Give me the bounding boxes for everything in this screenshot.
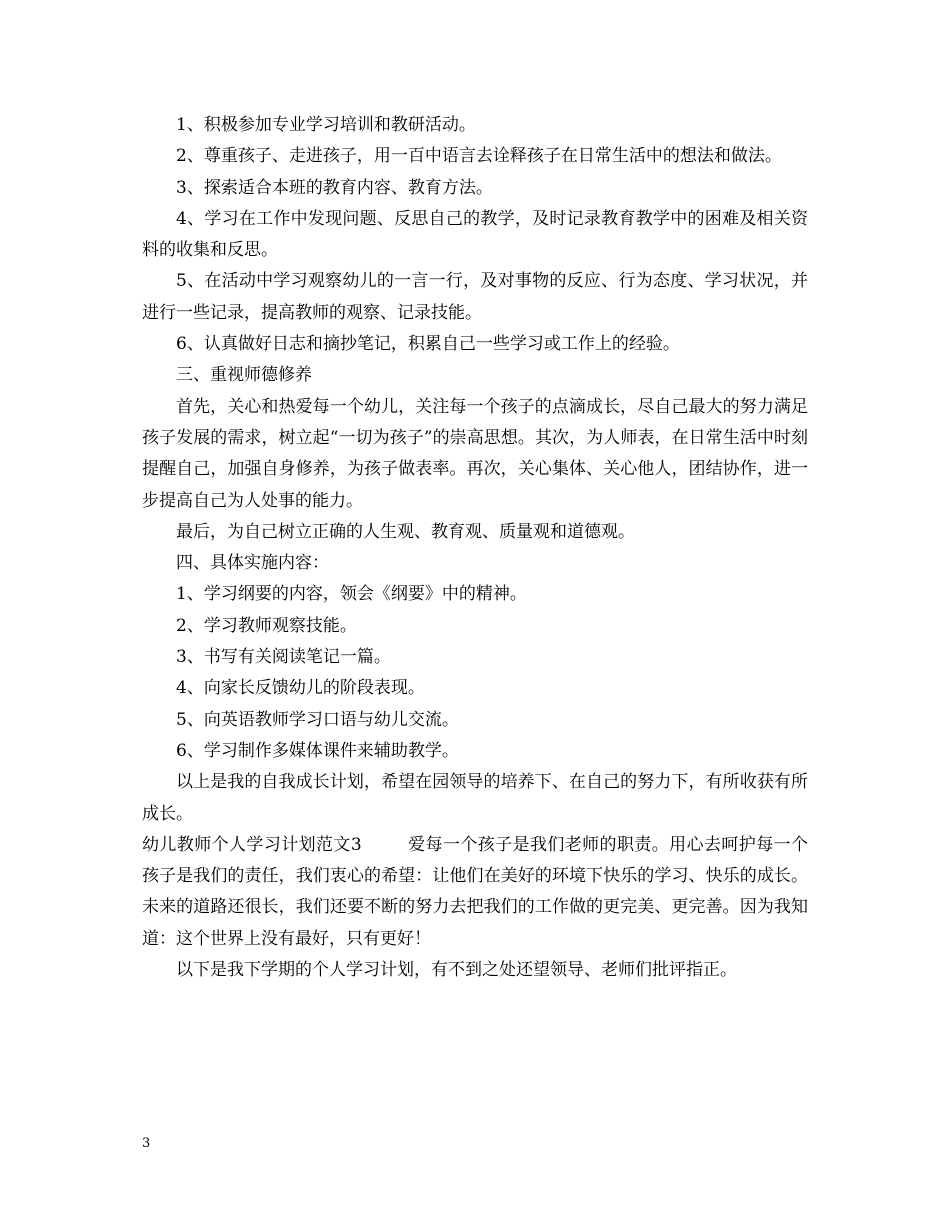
sample-section-title: 幼儿教师个人学习计划范文3	[142, 834, 362, 855]
paragraph: 以上是我的自我成长计划，希望在园领导的培养下、在自己的努力下，有所收获有所成长。	[142, 772, 808, 824]
section-heading-implementation: 四、具体实施内容：	[176, 553, 329, 574]
section-heading-morality: 三、重视师德修养	[176, 365, 312, 386]
paragraph: 首先，关心和热爱每一个幼儿，关注每一个孩子的点滴成长，尽自己最大的努力满足孩子发展的需求，树立起“一切为孩子”的崇高思想。其次，为人师表，在日常生活中时刻提醒自己，加强自身修养，为孩子做表率。再次，关心集体、关心他人，团结协作，进一步提高自己为人处事的能力。	[142, 396, 808, 511]
list-item: 6、学习制作多媒体课件来辅助教学。	[176, 740, 459, 761]
paragraph: 4、学习在工作中发现问题、反思自己的教学，及时记录教育教学中的困难及相关资料的收集和反思。	[142, 208, 808, 261]
paragraph: 6、认真做好日志和摘抄笔记，积累自己一些学习或工作上的经验。	[176, 334, 680, 355]
list-item: 4、向家长反馈幼儿的阶段表现。	[176, 678, 425, 699]
closing-paragraph: 以下是我下学期的个人学习计划，有不到之处还望领导、老师们批评指正。	[176, 960, 737, 981]
paragraph: 5、在活动中学习观察幼儿的一言一行，及对事物的反应、行为态度、学习状况，并进行一些记录，提高教师的观察、记录技能。	[142, 271, 808, 323]
sample-section-text: 爱每一个孩子是我们老师的职责。用心去呵护每一个孩子是我们的责任，我们衷心的希望：让他们在美好的环境下快乐的学习、快乐的成长。未来的道路还很长，我们还要不断的努力去把我们的工作做的更完美、更完善。因为我知道：这个世界上没有最好，只有更好！	[142, 834, 808, 949]
list-item: 2、学习教师观察技能。	[176, 615, 357, 636]
paragraph: 最后，为自己树立正确的人生观、教育观、质量观和道德观。	[176, 521, 635, 542]
paragraph: 2、尊重孩子、走进孩子，用一百中语言去诠释孩子在日常生活中的想法和做法。	[176, 146, 782, 167]
list-item: 5、向英语教师学习口语与幼儿交流。	[176, 709, 459, 730]
document-body	[142, 110, 808, 986]
page-number: 3	[142, 1136, 151, 1151]
paragraph: 3、探索适合本班的教育内容、教育方法。	[176, 177, 493, 198]
list-item: 1、学习纲要的内容，领会《纲要》中的精神。	[176, 584, 527, 605]
sample-section-paragraph	[142, 830, 808, 955]
paragraph: 1、积极参加专业学习培训和教研活动。	[176, 115, 476, 135]
list-item: 3、书写有关阅读笔记一篇。	[176, 647, 391, 668]
